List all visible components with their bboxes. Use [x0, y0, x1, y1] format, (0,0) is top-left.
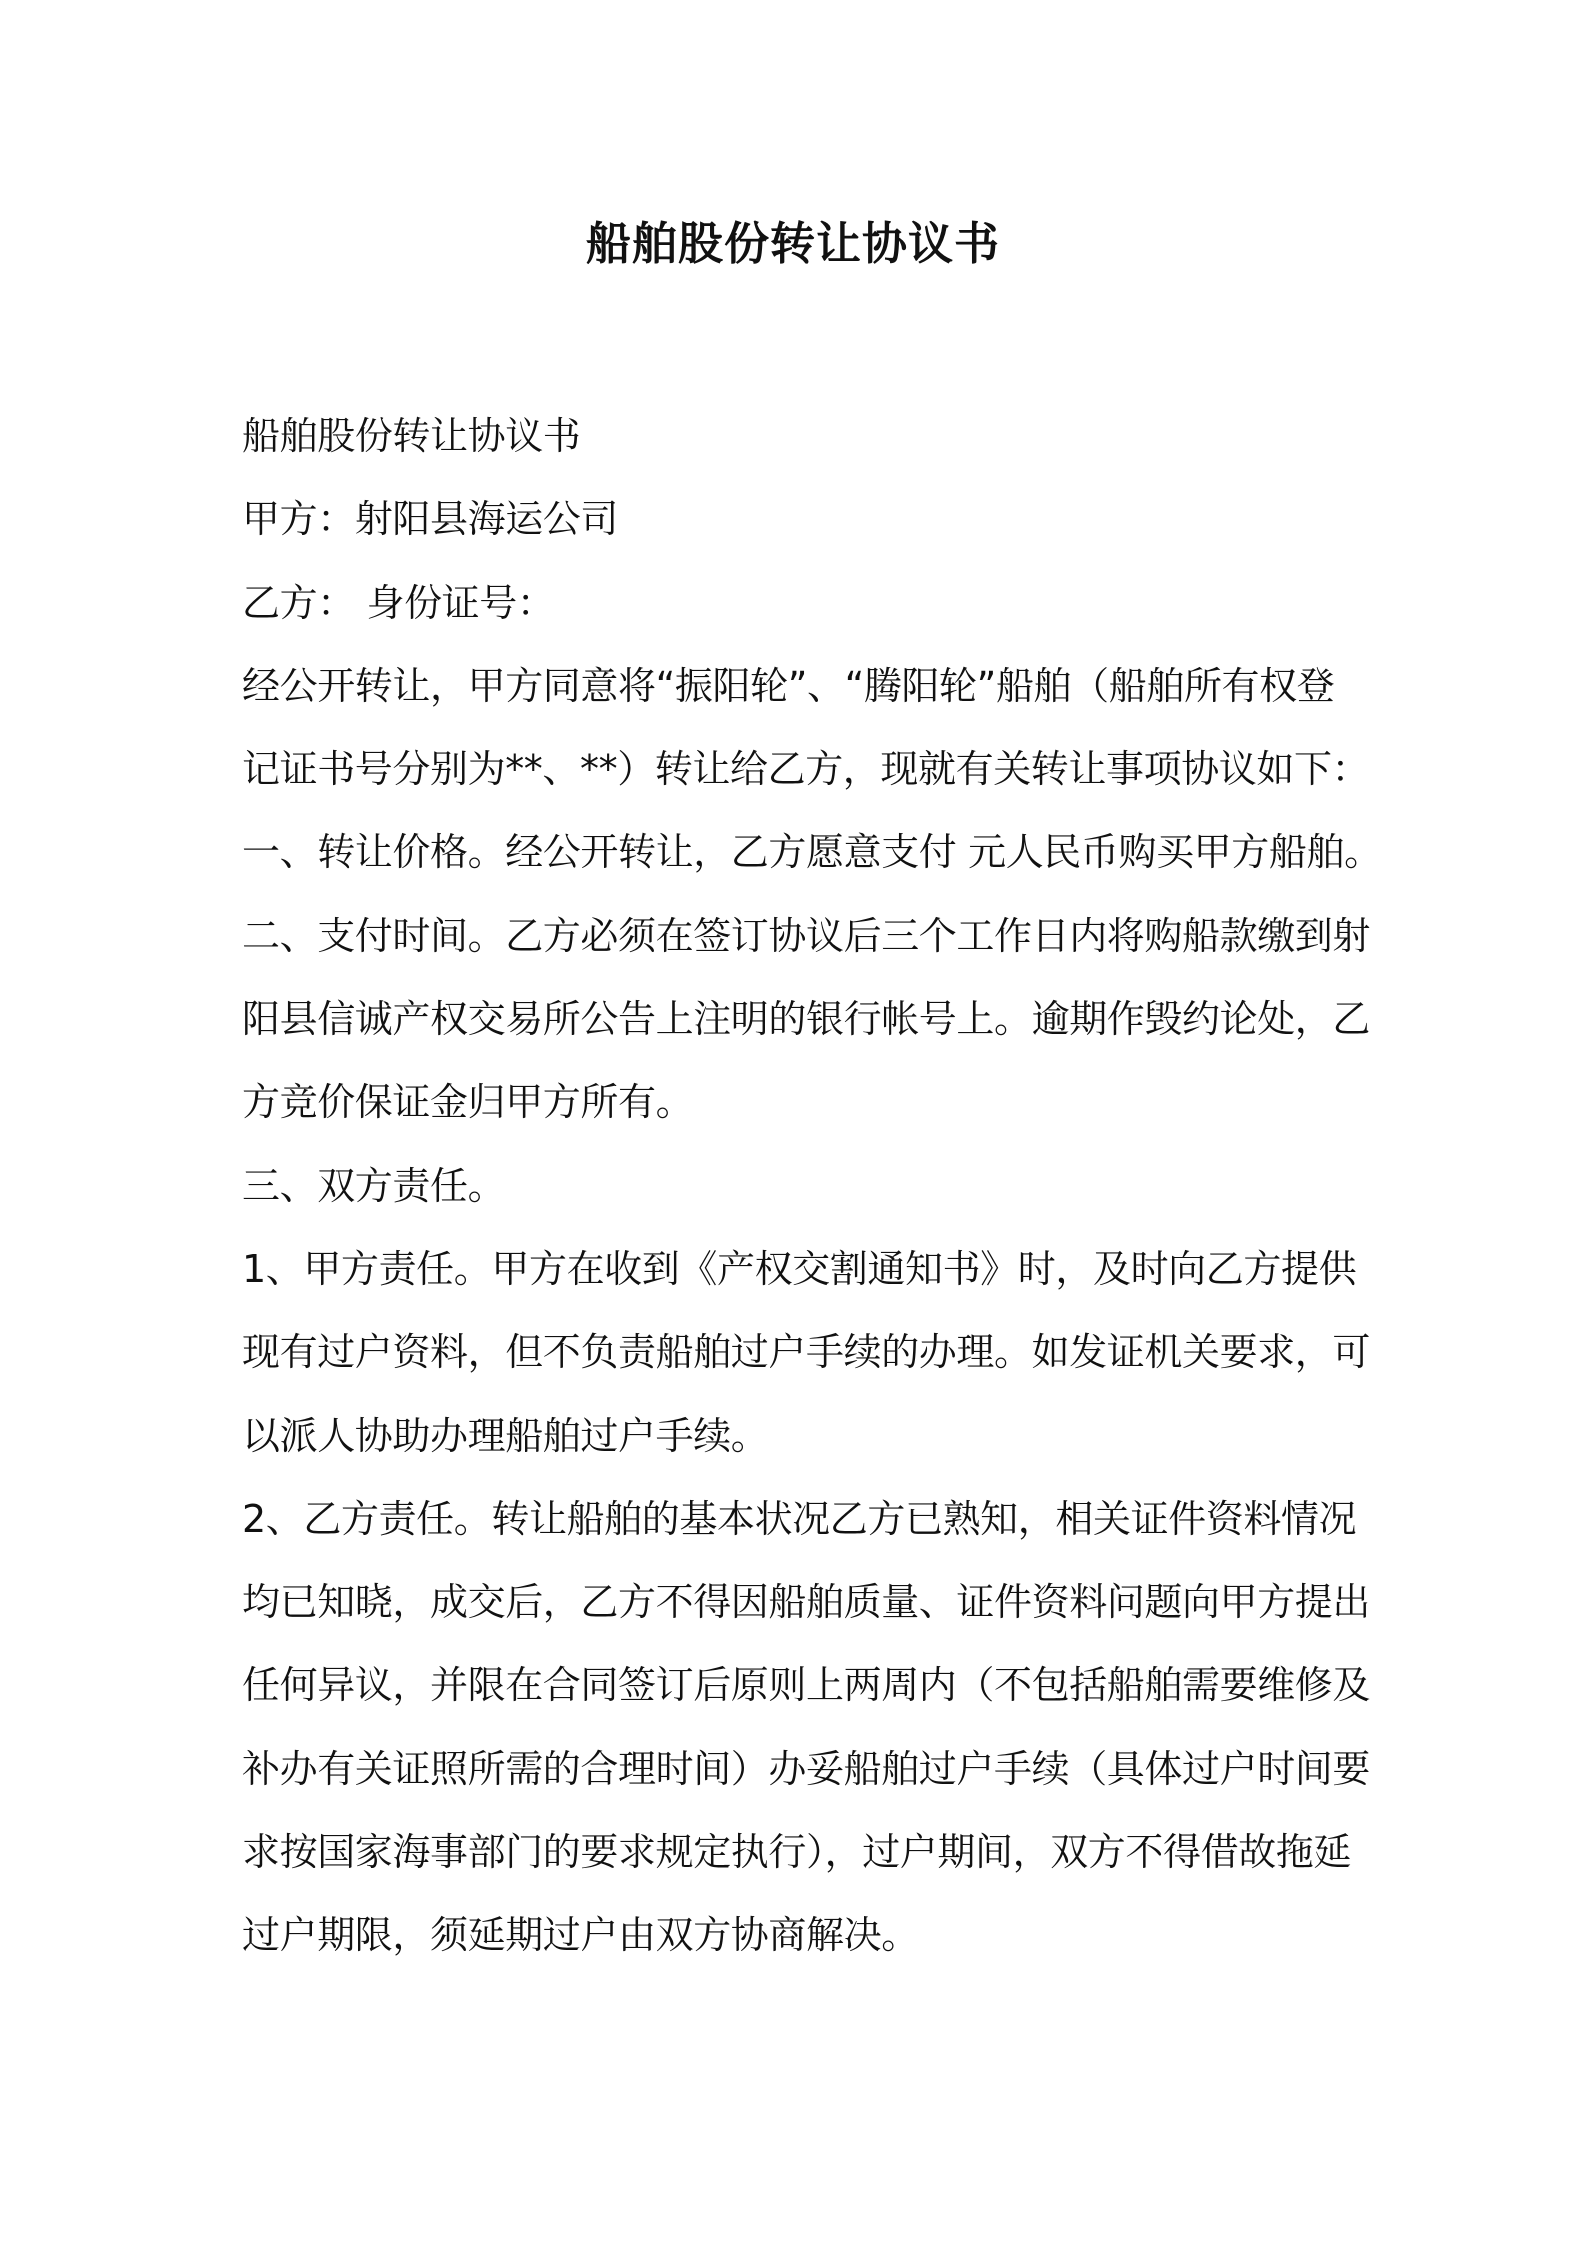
- clause-3-2-party-b: 2、乙方责任。转让船舶的基本状况乙方已熟知，相关证件资料情况: [242, 1496, 1357, 1541]
- body-line: 求按国家海事部门的要求规定执行），过户期间，双方不得借故拖延: [242, 1830, 1352, 1875]
- subtitle-line: 船舶股份转让协议书: [242, 414, 581, 458]
- party-a-line: 甲方：射阳县海运公司: [242, 497, 619, 542]
- body-line: 过户期限，须延期过户由双方协商解决。: [242, 1913, 919, 1958]
- document-body: [242, 406, 1382, 1989]
- body-line: 阳县信诚产权交易所公告上注明的银行帐号上。逾期作毁约论处，乙: [242, 997, 1371, 1042]
- body-line: 记证书号分别为**、**）转让给乙方，现就有关转让事项协议如下：: [242, 747, 1370, 792]
- clause-3-responsibilities: 三、双方责任。: [242, 1163, 506, 1208]
- body-line: 均已知晓，成交后，乙方不得因船舶质量、证件资料问题向甲方提出: [242, 1580, 1371, 1625]
- party-b-line: 乙方： 身份证号：: [242, 580, 555, 625]
- clause-3-1-party-a: 1、甲方责任。甲方在收到《产权交割通知书》时，及时向乙方提供: [242, 1246, 1357, 1291]
- body-line: 方竞价保证金归甲方所有。: [242, 1080, 694, 1125]
- body-line: 以派人协助办理船舶过户手续。: [242, 1413, 769, 1458]
- clause-2-payment: 二、支付时间。乙方必须在签订协议后三个工作日内将购船款缴到射: [242, 913, 1371, 958]
- document-title: 船舶股份转让协议书: [585, 217, 1000, 270]
- body-line: 现有过户资料，但不负责船舶过户手续的办理。如发证机关要求，可: [242, 1330, 1371, 1375]
- clause-1-price: 一、转让价格。经公开转让，乙方愿意支付 元人民币购买甲方船舶。: [242, 830, 1382, 875]
- body-line: 任何异议，并限在合同签订后原则上两周内（不包括船舶需要维修及: [242, 1663, 1371, 1708]
- body-line: 补办有关证照所需的合理时间）办妥船舶过户手续（具体过户时间要: [242, 1746, 1371, 1791]
- body-line: 经公开转让，甲方同意将“振阳轮”、“腾阳轮”船舶（船舶所有权登: [242, 663, 1335, 708]
